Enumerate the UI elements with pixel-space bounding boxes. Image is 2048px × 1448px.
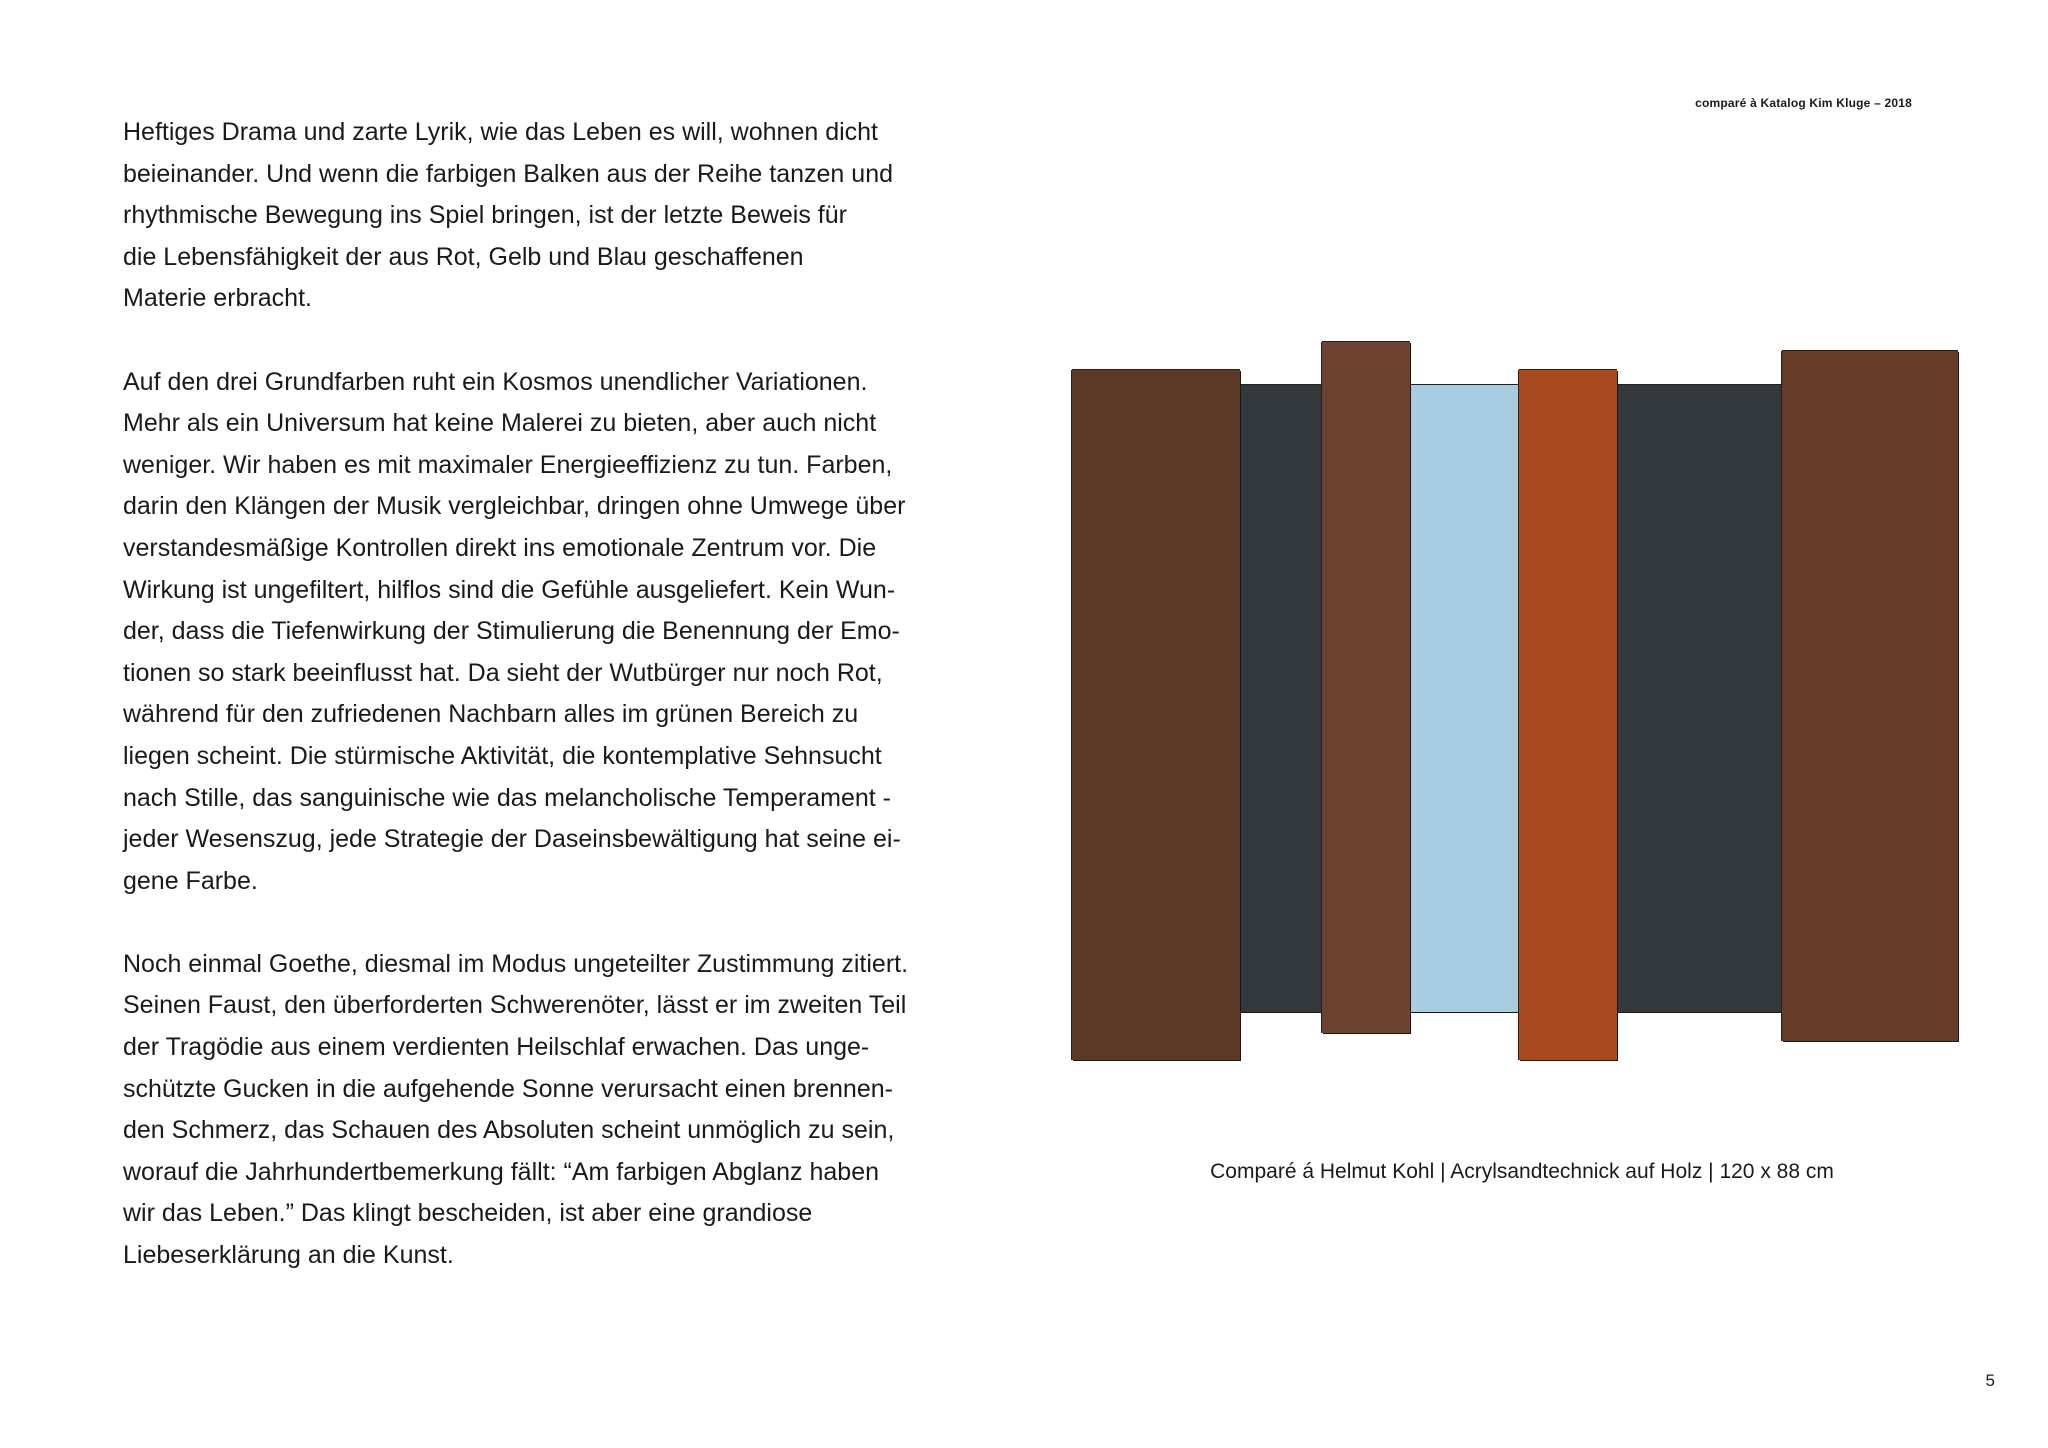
bar-brown-right [1782,351,1958,1041]
body-text [123,112,993,1318]
paragraph-2: Auf den drei Grundfarben ruht ein Kosmos unendlicher Variationen. Mehr als ein Universum hat keine Malerei zu bieten, aber auch nicht weniger. Wir haben es mit maximaler Energieeffizienz zu tun. Farben, darin den Klängen der Musik vergleichbar, dringen ohne Umwege über verstandesmäßige Kontrollen direkt ins emotionale Zentrum vor. Die Wirkung ist ungefiltert, hilflos sind die Gefühle ausgeliefert. Kein Wun- der, dass die Tiefenwirkung der Stimulierung die Benennung der Emo- tionen so stark beeinflusst hat. Da sieht der Wutbürger nur noch Rot, während für den zufriedenen Nachbarn alles im grünen Bereich zu liegen scheint. Die stürmische Aktivität, die kontemplative Sehnsucht nach Stille, das sanguinische wie das melancholische Temperament - jeder Wesenszug, jede Strategie der Daseinsbewältigung hat seine ei- gene Farbe. [123,367,906,895]
artwork-caption: Comparé á Helmut Kohl | Acrylsandtechnick auf Holz | 120 x 88 cm [1210,1160,1834,1183]
bar-charcoal-left [1240,385,1322,1012]
paragraph-3: Noch einmal Goethe, diesmal im Modus ungeteilter Zustimmung zitiert. Seinen Faust, den überforderten Schwerenöter, lässt er im zweiten Teil der Tragödie aus einem verdienten Heilschlaf erwachen. Das unge- schützte Gucken in die aufgehende Sonne verursacht einen brennen- den Schmerz, das Schauen des Absoluten scheint unmöglich zu sein, worauf die Jahrhundertbemerkung fällt: “Am farbigen Abglanz haben wir das Leben.” Das klingt bescheiden, ist aber eine grandiose Liebeserklärung an die Kunst. [123,949,909,1270]
bar-orange [1519,370,1617,1060]
header-note: comparé à Katalog Kim Kluge – 2018 [1695,96,1912,110]
bar-light-blue [1397,385,1519,1012]
bar-dark-gray-right [1612,385,1782,1012]
bar-brown-left [1072,370,1240,1060]
artwork-image [1072,340,1972,1070]
paragraph-1: Heftiges Drama und zarte Lyrik, wie das Leben es will, wohnen dicht beieinander. Und wenn die farbigen Balken aus der Reihe tanzen und rhythmische Bewegung ins Spiel bringen, ist der letzte Beweis für die Lebensfähigkeit der aus Rot, Gelb und Blau geschaffenen Materie erbracht. [123,118,893,313]
bar-light-brown [1322,342,1410,1033]
page-number: 5 [1985,1371,1995,1390]
